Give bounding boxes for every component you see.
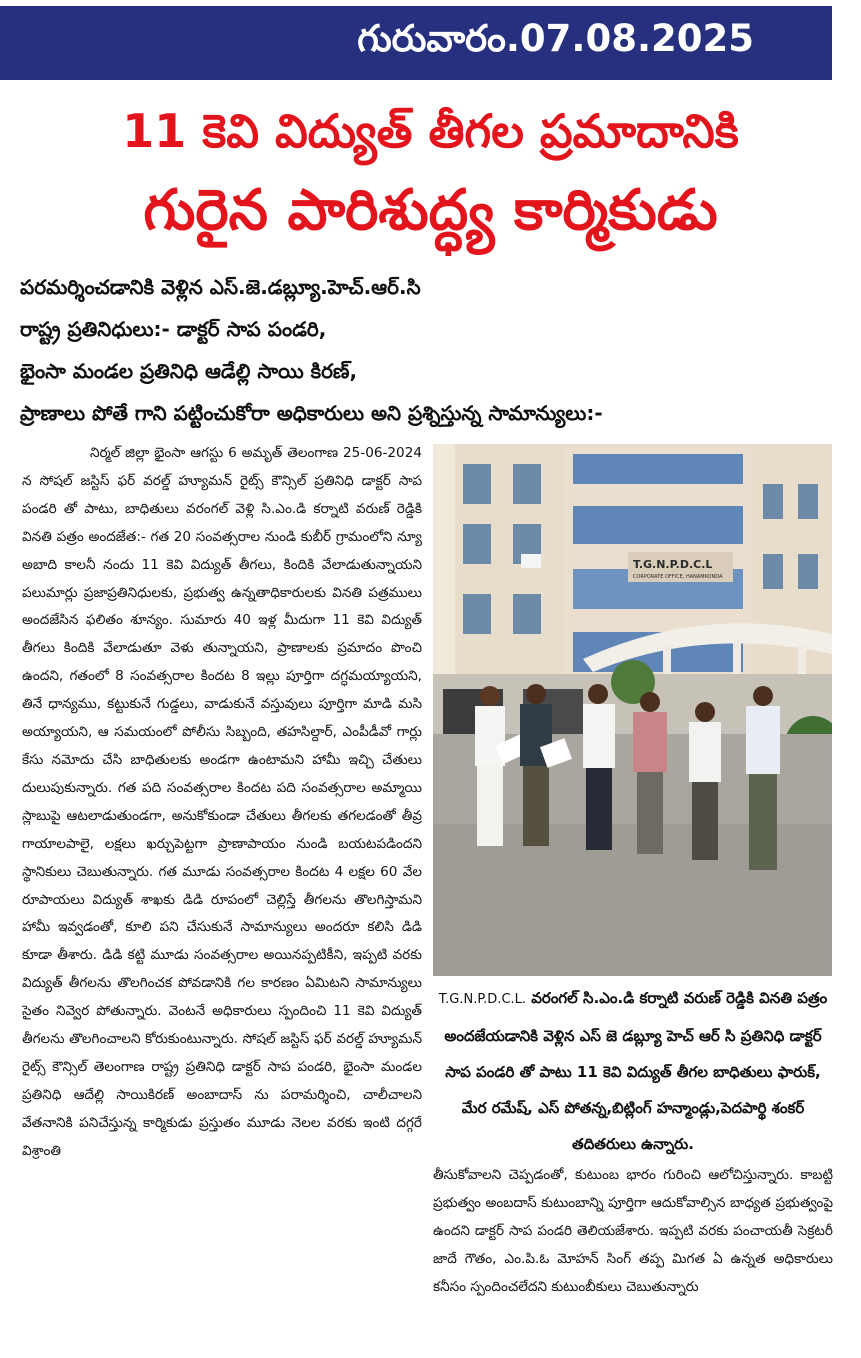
photo-caption <box>433 980 833 1162</box>
headline-line-2: గురైన పారిశుద్ధ్య కార్మికుడు <box>143 178 718 243</box>
headline-line-1: 11 కెవి విద్యుత్ తీగల ప్రమాదానికి <box>122 104 739 158</box>
news-photo <box>433 444 832 976</box>
article-paragraph-continued: తీసుకోవాలని చెప్పడంతో, కుటుంబ భారం గురించి ఆలోచిస్తున్నారు. కాబట్టి ప్రభుత్వం అంబదాస్ కుటుంబాన్ని పూర్తిగా ఆదుకోవాల్సిన బాధ్యత ప్రభుత్వంపై ఉందని డాక్టర్ సాప పండరి తెలియజేశారు. ఇప్పటి వరకు పంచాయతీ సెక్రటరీ జాదే గౌతం, ఎం.పి.ఓ మోహన్ సింగ్ తప్ప మిగత ఏ ఉన్నత అధికారులు కనీసం స్పందించలేదని కుటుంబీకులు చెబుతున్నారు <box>433 1167 833 1295</box>
subheading-3: భైంసా మండల ప్రతినిధి ఆడేల్లి సాయి కిరణ్, <box>20 359 358 383</box>
subheading-4: ప్రాణాలు పోతే గాని పట్టించుకోరా అధికారులు అని ప్రశ్నిస్తున్న సామాన్యులు:- <box>20 401 603 425</box>
issue-date: గురువారం.07.08.2025 <box>357 17 754 60</box>
next-headline-edge <box>140 1348 800 1358</box>
subheadings <box>20 266 840 434</box>
caption-prefix: T.G.N.P.D.C.L. <box>438 992 527 1007</box>
article-body-right <box>433 1162 833 1302</box>
caption-text: వరంగల్ సి.ఎం.డి కర్నాటి వరుణ్ రెడ్డికి వినతి పత్రం అందజేయడానికి వెళ్లిన ఎస్ జె డబ్ల్యూ హెచ్ ఆర్ సి ప్రతినిధి డాక్టర్ సాప పండరి తో పాటు 11 కెవి విద్యుత్ తీగల బాధితులు ఫారుక్, మేర రమేష్, ఎస్ పోతన్న,బిట్లింగ్ హన్మాండ్లు,పెదపార్థి శంకర్ తదితరులు ఉన్నారు. <box>444 989 828 1153</box>
building-sign-subtext: CORPORATE OFFICE, HANAMKONDA <box>633 574 723 580</box>
subheading-2: రాష్ట్ర ప్రతినిధులు:- డాక్టర్ సాప పండరి, <box>20 317 327 341</box>
building-sign-text: T.G.N.P.D.C.L <box>633 558 713 571</box>
article-paragraph: నిర్మల్ జిల్లా భైంసా ఆగస్టు 6 అమృత్ తెలంగాణ 25-06-2024 న సోషల్ జస్టిస్ ఫర్ వరల్డ్ హ్యూమన్ రైట్స్ కౌన్సిల్ ప్రతినిధి డాక్టర్ సాప పండరి తో పాటు, బాధితులు వరంగల్ వెళ్లి సి.ఎం.డి కర్నాటి వరుణ్ రెడ్డికి వినతి పత్రం అందజేత:- గత 20 సంవత్సరాల నుండి కుబీర్ గ్రామంలోని న్యూ అబాది కాలనీ నందు 11 కెవి విద్యుత్ తీగలు, కిందికి వేలాడుతున్నాయని పలుమార్లు ప్రజాప్రతినిధులకు, ప్రభుత్వ ఉన్నతాధికారులకు వినతి పత్రములు అందజేసిన ఫలితం శూన్యం. సుమారు 40 ఇళ్ల మీదుగా 11 కెవి విద్యుత్ తీగలు కిందికి వేలాడుతూ వెళు తున్నాయని, ప్రాణాలకు ప్రమాదం పొంచి ఉందని, గతంలో 8 సంవత్సరాల కిందట 8 ఇల్లు పూర్తిగా దగ్ధమయ్యాయని, తినే ధాన్యము, కట్టుకునే గుడ్డలు, వాడుకునే వస్తువులు పూర్తిగా మాడి మసి అయ్యాయని, ఆ సమయంలో పోలీసు సిబ్బంది, తహసిల్దార్, ఎంపీడీవో గార్లు కేసు నమోదు చేసి బాధితులకు అండగా ఉంటామని హామీ ఇచ్చి చేతులు దులుపుకున్నారు. గత పది సంవత్సరాల కిందట పది సంవత్సరాల అమ్మాయి స్లాబుపై ఆటలాడుతుండగా, అనుకోకుండా చేతులు తీగలకు తగలడంతో తీవ్ర గాయాలపాలై, లక్షలు ఖర్చుపెట్టగా ప్రాణాపాయం నుండి బయటపడిందని స్థానికులు చెబుతున్నారు. గత మూడు సంవత్సరాల కిందట 4 లక్షల 60 వేల రూపాయలు విద్యుత్ శాఖకు డిడి రూపంలో చెల్లిస్తే తీగలను తొలగిస్తామని హామీ ఇవ్వడంతో, కూలి పని చేసుకునే సామాన్యులు అందరూ కలిసి డిడి కూడా తీశారు. డిడి కట్టి మూడు సంవత్సరాల అయినప్పటికీని, ఇప్పటి వరకు విద్యుత్ తీగలను తొలగించక పోవడానికి గల కారణం ఏమిటని సామాన్యులు సైతం నివ్వెర పోతున్నారు. వెంటనే అధికారులు స్పందించి 11 కెవి విద్యుత్ తీగలను తొలగించాలని కోరుకుంటున్నారు. సోషల్ జస్టిస్ ఫర్ వరల్డ్ హ్యూమన్ రైట్స్ కౌన్సిల్ తెలంగాణ రాష్ట్ర ప్రతినిధి డాక్టర్ సాప పండరి, భైంసా మండల ప్రతినిధి ఆదేల్లి సాయికిరణ్ అంబాదాస్ ను పరామర్శించి, చాలీచాలని వేతనానికి పనిచేస్తున్న కార్మికుడు ప్రస్తుతం మూడు నెలల వరకు ఇంటి దగ్గరే విశ్రాంతి <box>22 445 422 1159</box>
subheading-1: పరమర్శించడానికి వెళ్లిన ఎస్.జె.డబ్ల్యూ.హెచ్.ఆర్.సి <box>20 275 421 299</box>
date-banner <box>0 6 832 80</box>
article-body-left <box>22 440 422 1340</box>
